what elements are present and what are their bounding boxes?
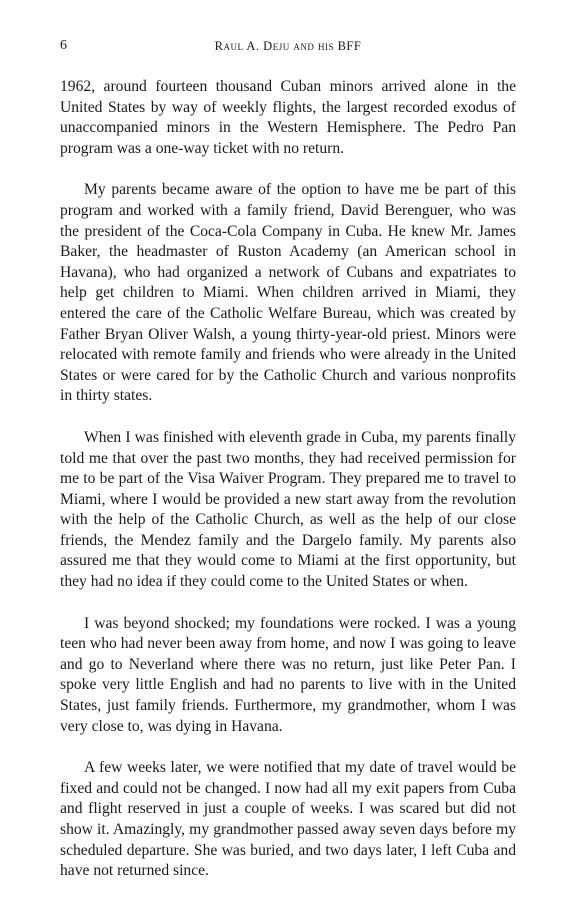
page-number: 6 — [60, 38, 67, 53]
running-title: Raul A. Deju and his BFF — [214, 39, 362, 53]
body-text — [60, 77, 516, 903]
paragraph: I was beyond shocked; my foundations were rocked. I was a young teen who had never been away from home, and now I was going to leave and go to Neverland where there was no return, just like Peter Pan. I spoke very little English and had no parents to live with in the United States, just family friends. Furthermore, my grandmother, whom I was very close to, was dying in Havana. — [60, 614, 516, 735]
running-head — [60, 38, 516, 58]
paragraph: My parents became aware of the option to have me be part of this program and worked with a family friend, David Berenguer, who was the president of the Coca-Cola Company in Cuba. He knew Mr. James Baker, the headmaster of Ruston Academy (an American school in Havana), who had organized a network of Cubans and expatriates to help get children to Miami. When children arrived in Miami, they entered the care of the Catholic Welfare Bureau, which was created by Father Bryan Oliver Walsh, a young thirty-year-old priest. Minors were relocated with remote family and friends who were already in the United States or were cared for by the Catholic Church and various nonprofits in thirty states. — [60, 181, 516, 405]
paragraph: A few weeks later, we were notified that my date of travel would be fixed and could not be changed. I now had all my exit papers from Cuba and flight reserved in just a couple of weeks. I was scared but did not show it. Amazingly, my grandmother passed away seven days before my scheduled departure. She was buried, and two days later, I left Cuba and have not returned since. — [60, 759, 516, 880]
paragraph-continued: 1962, around fourteen thousand Cuban minors arrived alone in the United States by way of weekly flights, the largest recorded exodus of unaccompanied minors in the Western Hemisphere. The Pedro Pan program was a one-way ticket with no return. — [60, 78, 516, 157]
paragraph: When I was finished with eleventh grade in Cuba, my parents finally told me that over the past two months, they had received permission for me to be part of the Visa Waiver Program. They prepared me to travel to Miami, where I would be provided a new start away from the revolution with the help of the Catholic Church, as well as the help of our close friends, the Mendez family and the Dargelo family. My parents also assured me that they would come to Miami at the first opportunity, but they had no idea if they could come to the United States or when. — [60, 428, 516, 591]
